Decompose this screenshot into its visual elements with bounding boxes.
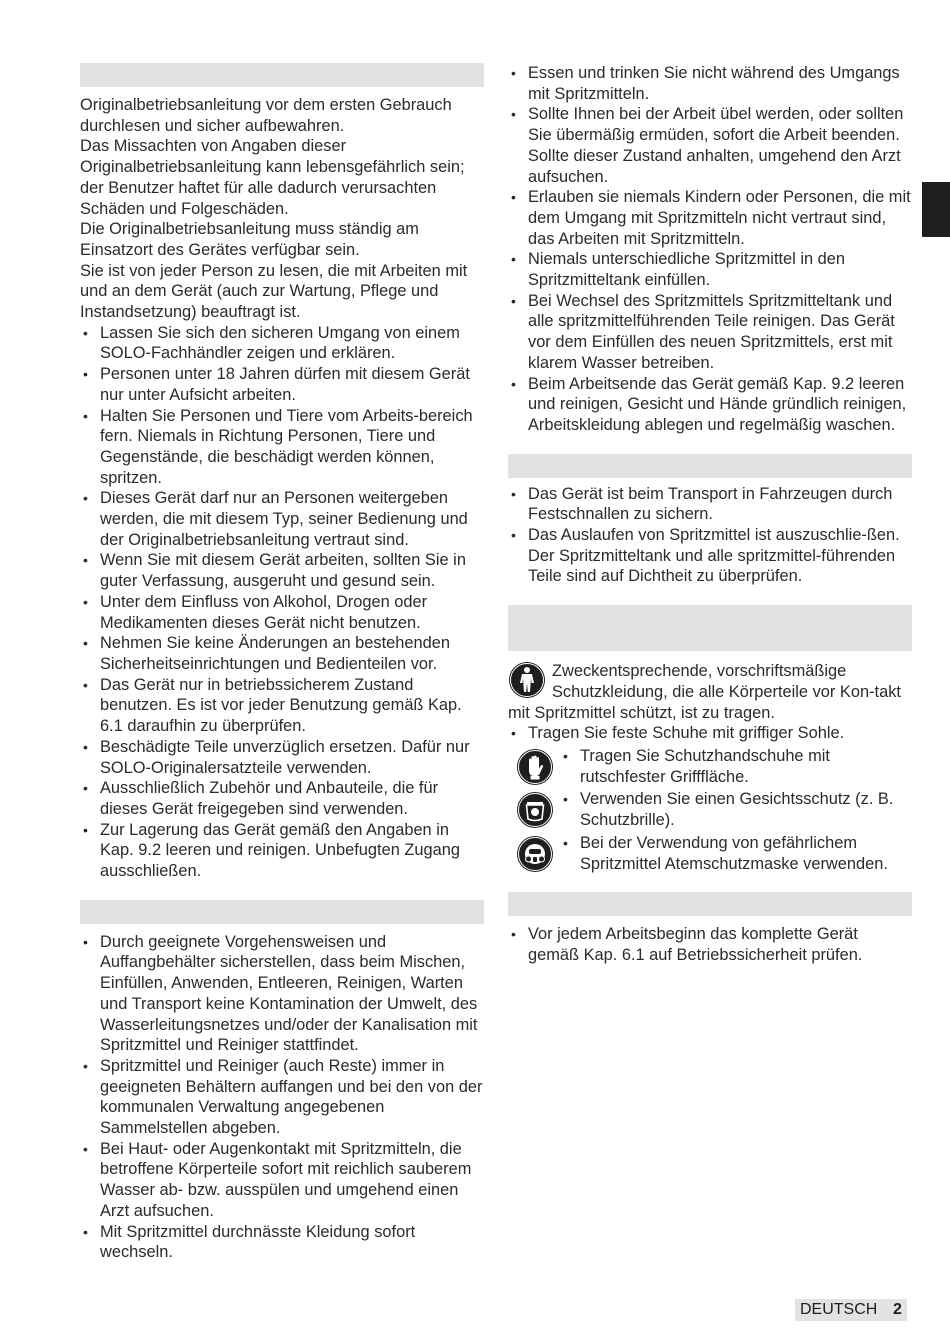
section-heading-bar [508,892,912,916]
list-item: • Beim Arbeitsende das Gerät gemäß Kap. 9.2 leeren und reinigen, Gesicht und Hände gründlich reinigen, Arbeitskleidung ablegen und regelmäßig waschen. [508,374,912,436]
list-item: • Halten Sie Personen und Tiere vom Arbeits-bereich fern. Niemals in Richtung Personen, Tiere und Gegenstände, die beschädigt werden können, spritzen. [80,406,484,489]
list-item: • Sollte Ihnen bei der Arbeit übel werden, oder sollten Sie übermäßig ermüden, sofort die Arbeit beenden. Sollte dieser Zustand anhalten, umgehend den Arzt aufsuchen. [508,104,912,187]
list-item: • Verwenden Sie einen Gesichtsschutz (z. B. Schutzbrille). [560,789,912,830]
face-protection-row [508,789,912,830]
list-item: • Unter dem Einfluss von Alkohol, Drogen oder Medikamenten dieses Gerät nicht benutzen. [80,592,484,633]
left-column [80,63,484,1263]
list-item: • Tragen Sie Schutzhandschuhe mit rutschfester Grifffläche. [560,746,912,787]
list-item: • Nehmen Sie keine Änderungen an bestehenden Sicherheitseinrichtungen und Bedienteilen vor. [80,633,484,674]
list-item: • Dieses Gerät darf nur an Personen weitergeben werden, die mit diesem Typ, seiner Bedienung und der Originalbetriebsanleitung vertraut sind. [80,488,484,550]
protective-suit-icon [508,661,546,699]
list-item: • Bei Wechsel des Spritzmittels Spritzmitteltank und alle spritzmittelführenden Teile reinigen. Das Gerät vor dem Einfüllen des neuen Spritzmittels, erst mit klarem Wasser betreiben. [508,291,912,374]
list-item: • Spritzmittel und Reiniger (auch Reste) immer in geeigneten Behältern auffangen und bei den von der kommunalen Verwaltung angegebenen Sammelstellen abgeben. [80,1056,484,1139]
list-item: • Bei Haut- oder Augenkontakt mit Spritzmitteln, die betroffene Körperteile sofort mit reichlich sauberem Wasser ab- bzw. ausspülen und umgehend einen Arzt aufsuchen. [80,1139,484,1222]
list-item: • Durch geeignete Vorgehensweisen und Auffangbehälter sicherstellen, dass beim Mischen, Einfüllen, Anwenden, Entleeren, Reinigen, Warten und Transport keine Kontamination der Umwelt, des Wasserleitungsnetzes und/oder der Kanalisation mit Spritzmittel und Reiniger stattfindet. [80,932,484,1056]
protective-clothing-block [508,661,912,723]
respirator-bullet-list [560,833,912,874]
safety-bullet-list [80,323,484,882]
list-item: • Das Gerät ist beim Transport in Fahrzeugen durch Festschnallen zu sichern. [508,484,912,525]
shoes-bullet-list [508,723,912,744]
list-item: • Das Gerät nur in betriebssicherem Zustand benutzen. Es ist vor jeder Benutzung gemäß Kap. 6.1 daraufhin zu überprüfen. [80,675,484,737]
respirator-row [508,833,912,874]
footer-language: DEUTSCH [795,1299,907,1321]
paragraph: Sie ist von jeder Person zu lesen, die mit Arbeiten mit und an dem Gerät (auch zur Wartung, Pflege und Instandsetzung) beauftragt ist. [80,261,468,322]
check-bullet-list [508,924,912,965]
list-item: • Erlauben sie niemals Kindern oder Personen, die mit dem Umgang mit Spritzmitteln nicht vertraut sind, das Arbeiten mit Spritzmitteln. [508,187,912,249]
face-shield-icon [516,791,554,829]
face-protection-bullet-list [560,789,912,830]
protective-clothing-text: Zweckentsprechende, vorschriftsmäßige Schutzkleidung, die alle Körperteile vor Kon-takt mit Spritzmittel schützt, ist zu tragen. [508,662,901,722]
gloves-row [508,746,912,787]
list-item: • Lassen Sie sich den sicheren Umgang von einem SOLO-Fachhändler zeigen und erklären. [80,323,484,364]
list-item: • Wenn Sie mit diesem Gerät arbeiten, sollten Sie in guter Verfassung, ausgeruht und gesund sein. [80,550,484,591]
paragraph: Die Originalbetriebsanleitung muss ständig am Einsatzort des Gerätes verfügbar sein. [80,220,419,259]
environment-bullet-list [80,932,484,1263]
right-column [508,63,912,966]
handling-bullet-list [508,63,912,436]
list-item: • Zur Lagerung das Gerät gemäß den Angaben in Kap. 9.2 leeren und reinigen. Unbefugten Zugang ausschließen. [80,820,484,882]
language-tab-marker [922,182,950,237]
section-heading-bar [508,605,912,651]
list-item: • Tragen Sie feste Schuhe mit griffiger Sohle. [508,723,912,744]
list-item: • Niemals unterschiedliche Spritzmittel in den Spritzmitteltank einfüllen. [508,249,912,290]
list-item: • Ausschließlich Zubehör und Anbauteile, die für dieses Gerät freigegeben sind verwenden. [80,778,484,819]
list-item: • Das Auslaufen von Spritzmittel ist auszuschlie-ßen. Der Spritzmitteltank und alle spritzmittel-führenden Teile sind auf Dichtheit zu überprüfen. [508,525,912,587]
respirator-mask-icon [516,835,554,873]
paragraph: Originalbetriebsanleitung vor dem ersten Gebrauch durchlesen und sicher aufbewahren. [80,96,452,135]
list-item: • Personen unter 18 Jahren dürfen mit diesem Gerät nur unter Aufsicht arbeiten. [80,364,484,405]
section-heading-bar [80,900,484,924]
list-item: • Beschädigte Teile unverzüglich ersetzen. Dafür nur SOLO-Originalersatzteile verwenden. [80,737,484,778]
transport-bullet-list [508,484,912,588]
list-item: • Bei der Verwendung von gefährlichem Spritzmittel Atemschutzmaske verwenden. [560,833,912,874]
list-item: • Vor jedem Arbeitsbeginn das komplette Gerät gemäß Kap. 6.1 auf Betriebssicherheit prüfen. [508,924,912,965]
list-item: • Mit Spritzmittel durchnässte Kleidung sofort wechseln. [80,1222,484,1263]
section-heading-bar [508,454,912,478]
section-heading-bar [80,63,484,87]
paragraph: Das Missachten von Angaben dieser Originalbetriebsanleitung kann lebensgefährlich sein; der Benutzer haftet für alle dadurch verursachten Schäden und Folgeschäden. [80,137,465,218]
gloves-icon [516,748,554,786]
page-number: 2 [893,1301,902,1318]
gloves-bullet-list [560,746,912,787]
list-item: • Essen und trinken Sie nicht während des Umgangs mit Spritzmitteln. [508,63,912,104]
